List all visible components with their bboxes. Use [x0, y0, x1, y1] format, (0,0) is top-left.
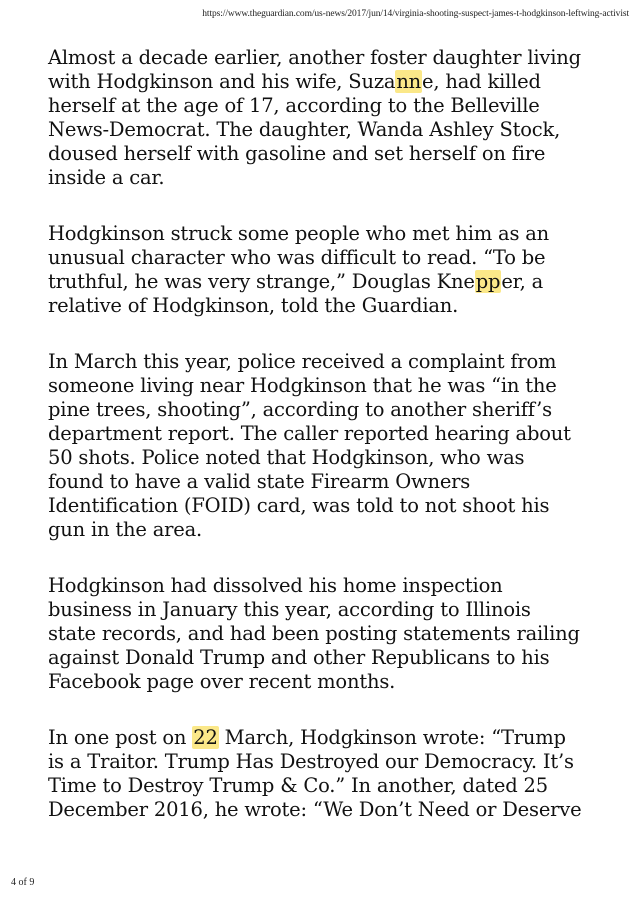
line-text: unusual character who was difficult to read. “To be — [48, 246, 546, 269]
line-text: with Hodgkinson and his wife, Suza — [48, 70, 396, 93]
text-line — [48, 494, 608, 518]
line-text: doused herself with gasoline and set herself on fire — [48, 142, 546, 165]
line-text: herself at the age of 17, according to the Belleville — [48, 94, 540, 117]
text-line — [48, 142, 608, 166]
search-highlight: 22 — [193, 726, 218, 749]
text-line — [48, 118, 608, 142]
line-text: News-Democrat. The daughter, Wanda Ashley Stock, — [48, 118, 561, 141]
text-line — [48, 270, 608, 294]
text-line — [48, 470, 608, 494]
line-text: state records, and had been posting statements railing — [48, 622, 580, 645]
text-line — [48, 94, 608, 118]
line-text: pine trees, shooting”, according to another sheriff’s — [48, 398, 552, 421]
text-line — [48, 670, 608, 694]
line-text: someone living near Hodgkinson that he was “in the — [48, 374, 557, 397]
line-text: In one post on — [48, 726, 193, 749]
line-text: December 2016, he wrote: “We Don’t Need or Deserve — [48, 798, 582, 821]
text-line — [48, 70, 608, 94]
text-line — [48, 350, 608, 374]
line-text: relative of Hodgkinson, told the Guardian. — [48, 294, 459, 317]
line-text: against Donald Trump and other Republicans to his — [48, 646, 550, 669]
line-text: business in January this year, according to Illinois — [48, 598, 531, 621]
text-line — [48, 726, 608, 750]
line-text: department report. The caller reported hearing about — [48, 422, 571, 445]
article-paragraph — [48, 574, 608, 694]
search-highlight: pp — [475, 270, 501, 293]
text-line — [48, 798, 608, 822]
line-text: 50 shots. Police noted that Hodgkinson, who was — [48, 446, 525, 469]
line-text: inside a car. — [48, 166, 165, 189]
text-line — [48, 574, 608, 598]
text-line — [48, 422, 608, 446]
text-line — [48, 446, 608, 470]
page-number: 4 of 9 — [11, 877, 35, 888]
line-text: March, Hodgkinson wrote: “Trump — [218, 726, 566, 749]
line-text: Time to Destroy Trump & Co.” In another, dated 25 — [48, 774, 548, 797]
search-highlight: nn — [396, 70, 422, 93]
article-paragraph — [48, 46, 608, 190]
article-paragraph — [48, 350, 608, 542]
text-line — [48, 750, 608, 774]
line-text: found to have a valid state Firearm Owners — [48, 470, 471, 493]
text-line — [48, 166, 608, 190]
text-line — [48, 46, 608, 70]
article-body — [48, 46, 608, 822]
text-line — [48, 622, 608, 646]
article-paragraph — [48, 222, 608, 318]
text-line — [48, 246, 608, 270]
article-paragraph — [48, 726, 608, 822]
text-line — [48, 598, 608, 622]
line-text: Hodgkinson struck some people who met him as an — [48, 222, 550, 245]
page-url: https://www.theguardian.com/us-news/2017/jun/14/virginia-shooting-suspect-james-t-hodgkinson-leftwing-activist — [202, 9, 629, 19]
text-line — [48, 774, 608, 798]
line-text: er, a — [501, 270, 544, 293]
text-line — [48, 294, 608, 318]
text-line — [48, 222, 608, 246]
line-text: Facebook page over recent months. — [48, 670, 396, 693]
line-text: In March this year, police received a complaint from — [48, 350, 557, 373]
line-text: e, had killed — [422, 70, 541, 93]
line-text: is a Traitor. Trump Has Destroyed our Democracy. It’s — [48, 750, 574, 773]
text-line — [48, 646, 608, 670]
line-text: gun in the area. — [48, 518, 203, 541]
text-line — [48, 374, 608, 398]
line-text: Almost a decade earlier, another foster daughter living — [48, 46, 581, 69]
line-text: truthful, he was very strange,” Douglas Kne — [48, 270, 475, 293]
line-text: Identification (FOID) card, was told to not shoot his — [48, 494, 550, 517]
text-line — [48, 518, 608, 542]
text-line — [48, 398, 608, 422]
line-text: Hodgkinson had dissolved his home inspection — [48, 574, 503, 597]
